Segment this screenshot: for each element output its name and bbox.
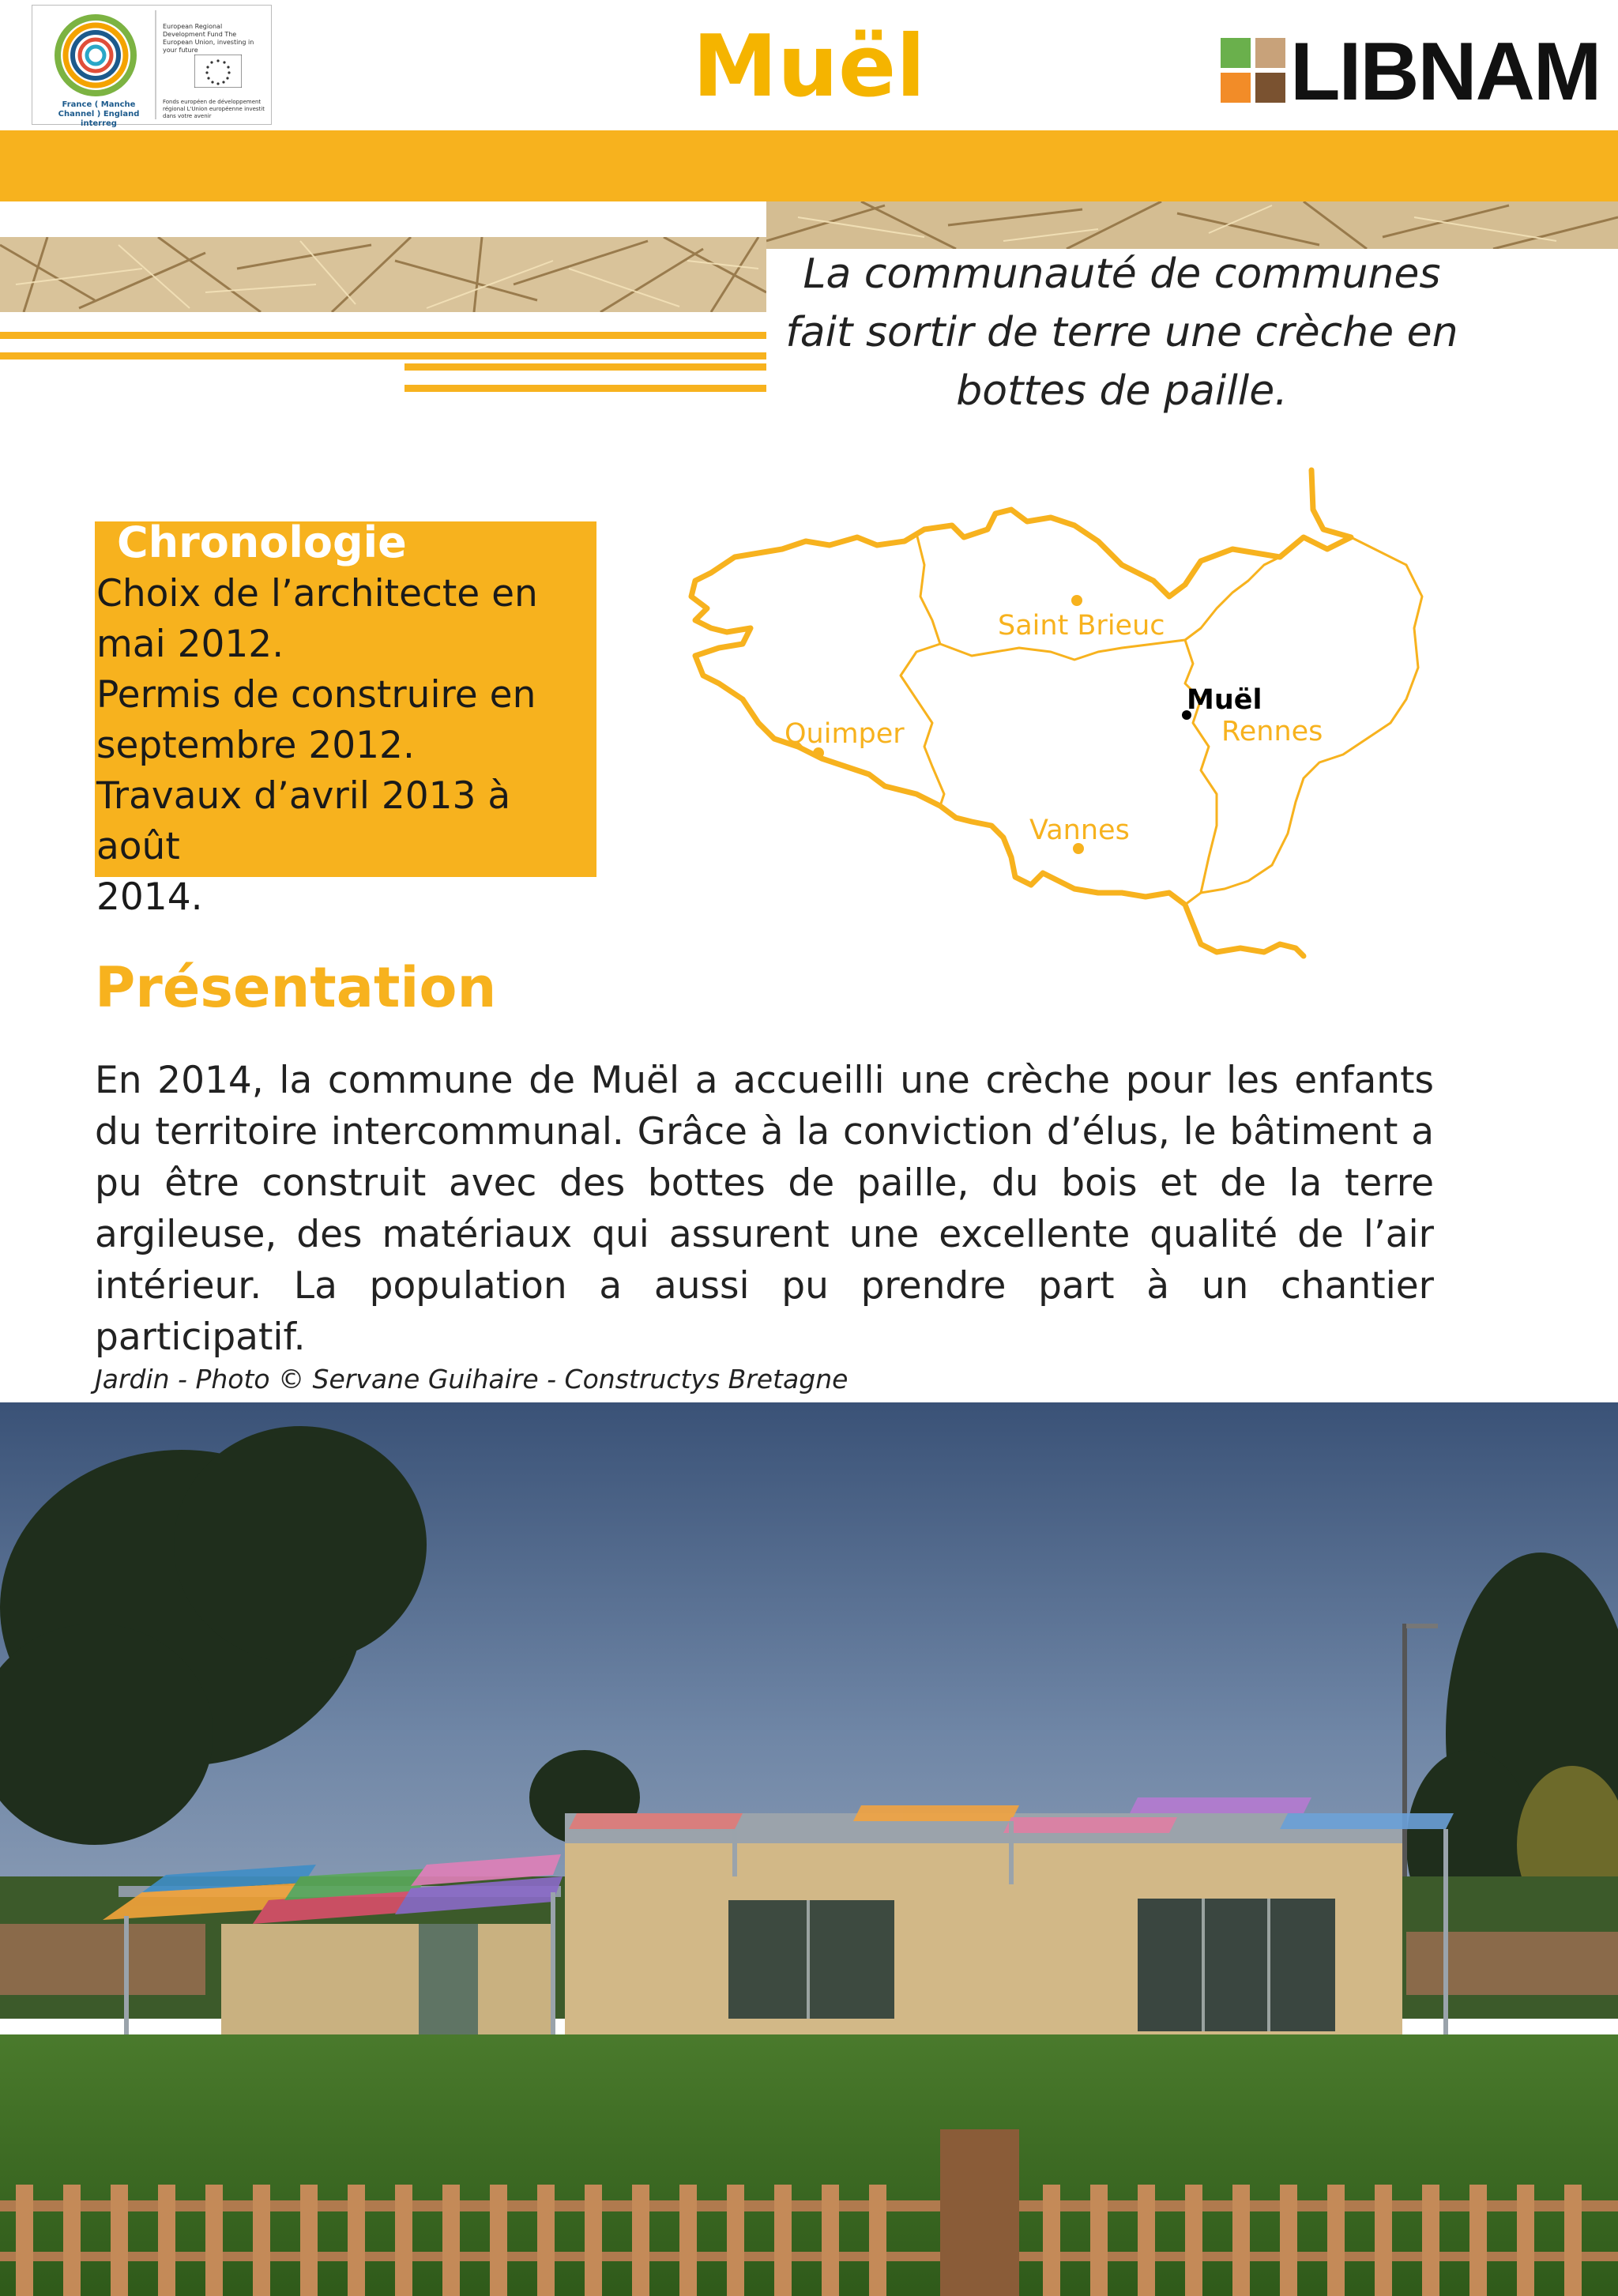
chronology-line: Permis de construire en	[96, 673, 536, 717]
city-label-quimper: Quimper	[785, 718, 905, 750]
presentation-body: En 2014, la commune de Muël a accueilli une crèche pour les enfants du territoire intercommunal. Grâce à la conviction d’élus, le bâtiment a pu être construit avec des bottes de paille, du bois et de la terre argileuse, des matériaux qui assurent une excellente qualité de l’air intérieur. La population a aussi pu prendre part à un chantier participatif.	[95, 1059, 1434, 1359]
chronology-line: septembre 2012.	[96, 724, 415, 767]
nursery-garden-photo	[0, 1402, 1618, 2296]
banner-band	[0, 130, 1618, 201]
chronology-line: 2014.	[96, 875, 203, 919]
tagline: La communauté de communes fait sortir de terre une crèche en bottes de paille.	[785, 250, 1458, 415]
interreg-brand-text: France ( Manche Channel ) England interreg	[58, 100, 140, 128]
decorative-rule	[0, 352, 766, 359]
photo-caption: Jardin - Photo © Servane Guihaire - Constructys Bretagne	[95, 1364, 849, 1395]
decorative-rule	[404, 385, 766, 392]
city-label-saint-brieuc: Saint Brieuc	[998, 610, 1165, 642]
chronology-line: Travaux d’avril 2013 à août	[96, 774, 511, 868]
eu-fund-text: European Regional Development Fund The European Union, investing in your future	[163, 23, 254, 54]
libnam-squares-icon	[1221, 38, 1285, 103]
page-title: Muël	[692, 17, 926, 116]
city-label-rennes: Rennes	[1221, 716, 1323, 747]
chronology-box	[95, 518, 596, 919]
city-label-vannes: Vannes	[1029, 815, 1130, 846]
libnam-wordmark: LIBNAM	[1290, 26, 1601, 118]
decorative-rule	[404, 363, 766, 371]
chronology-text	[96, 569, 594, 923]
city-dot-saint-brieuc	[1071, 595, 1082, 606]
presentation-heading: Présentation	[95, 955, 497, 1020]
brittany-map	[679, 462, 1438, 984]
eu-fund-text-fr: Fonds européen de développement régional L'Union européenne investit dans votre avenir	[163, 99, 265, 119]
straw-texture-right	[766, 201, 1618, 249]
chronology-line: mai 2012.	[96, 623, 284, 666]
straw-texture-left	[0, 237, 766, 312]
chronology-heading: Chronologie	[117, 518, 407, 567]
decorative-rule	[0, 332, 766, 339]
department-border	[1185, 640, 1217, 893]
chronology-line: Choix de l’architecte en	[96, 572, 538, 615]
department-border	[901, 644, 944, 806]
libnam-logo	[1221, 26, 1601, 118]
city-label-muel: Muël	[1187, 684, 1262, 716]
